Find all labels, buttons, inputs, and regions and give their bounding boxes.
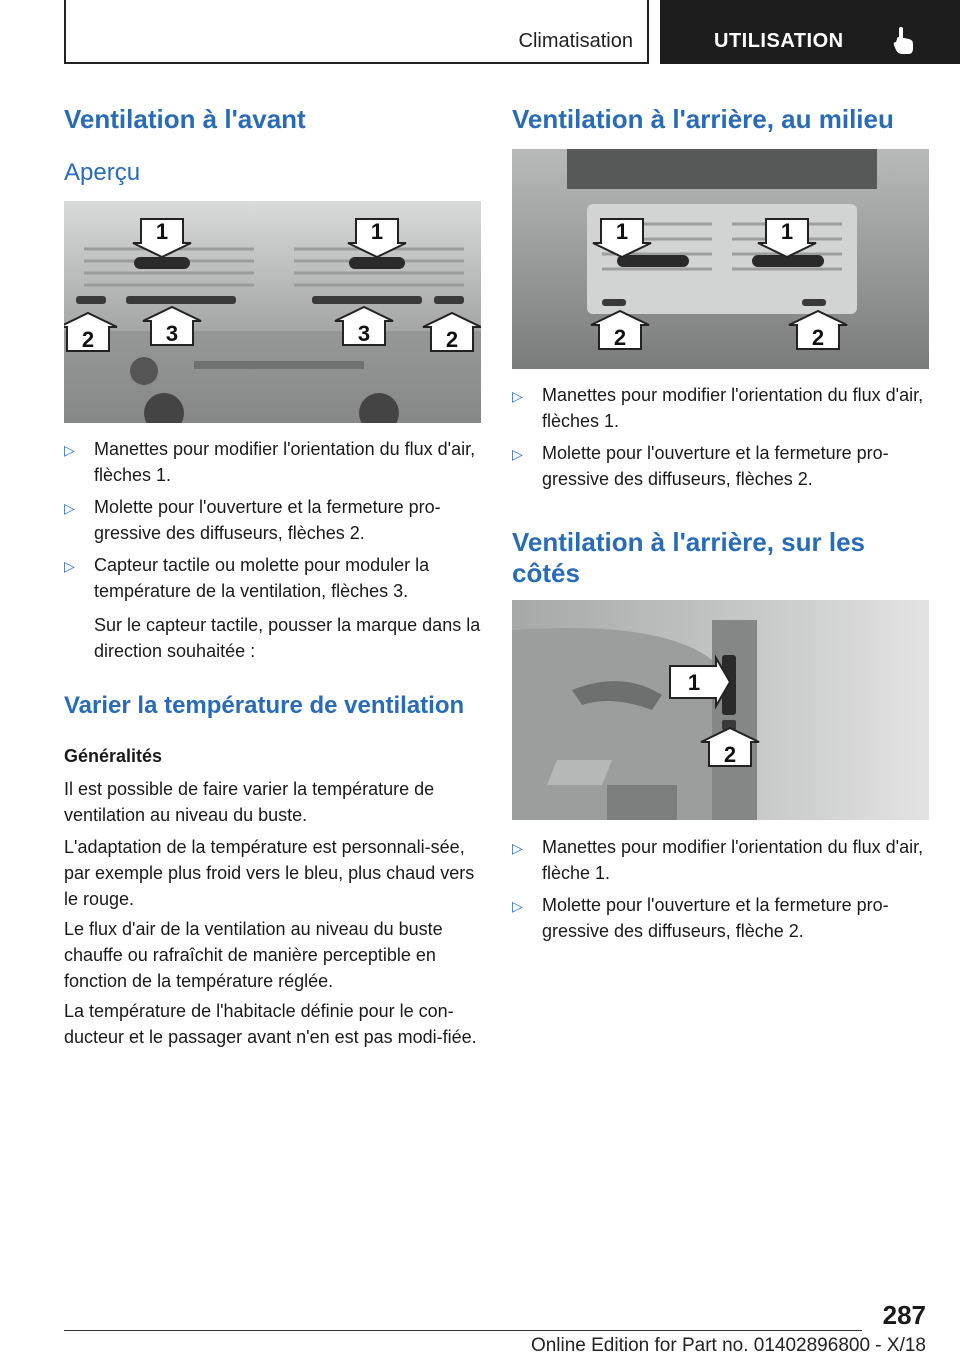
header-chapter-title: UTILISATION xyxy=(714,30,844,52)
callout-label: 3 xyxy=(165,321,179,346)
triangle-bullet-icon: ▷ xyxy=(512,898,523,914)
callout-arrow-1 xyxy=(670,658,730,706)
triangle-bullet-icon: ▷ xyxy=(64,500,75,516)
rear-middle-list xyxy=(512,382,930,498)
front-vents-list xyxy=(64,436,482,670)
callout-label: 1 xyxy=(155,219,169,244)
footer-edition: Online Edition for Part no. 01402896800 - X/18 xyxy=(530,1335,926,1356)
footer-divider xyxy=(64,1330,862,1331)
pointing-hand-icon xyxy=(893,27,915,55)
rear-side-vents-figure xyxy=(512,600,929,820)
list-item: ▷ Molette pour l'ouverture et la fermeture pro-gressive des diffuseurs, flèche 2. xyxy=(512,895,889,941)
section-title-front-ventilation: Ventilation à l'avant xyxy=(64,104,306,134)
bullet-note: Sur le capteur tactile, pousser la marque dans la direction souhaitée : xyxy=(94,615,481,661)
paragraph: L'adaptation de la température est personnali-sée, par exemple plus froid vers le bleu, plus chaud vers le rouge. xyxy=(64,837,475,909)
list-item: ▷ Capteur tactile ou molette pour moduler la température de la ventilation, flèches 3. Sur le capteur tactile, pousser la marque dans la direction souhaitée : xyxy=(64,552,482,664)
paragraph: Il est possible de faire varier la température de ventilation au niveau du buste. xyxy=(64,779,435,825)
callout-label: 1 xyxy=(687,670,701,695)
callout-label: 1 xyxy=(615,219,629,244)
section-title-temperature: Varier la température de ventilation xyxy=(64,692,465,719)
triangle-bullet-icon: ▷ xyxy=(512,446,523,462)
list-item: ▷ Manettes pour modifier l'orientation du flux d'air, flèches 1. xyxy=(512,385,924,431)
triangle-bullet-icon: ▷ xyxy=(512,840,523,856)
paragraph: La température de l'habitacle définie pour le con-ducteur et le passager avant n'en est pas modi-fiée. xyxy=(64,1001,477,1047)
callout-label: 2 xyxy=(723,742,737,767)
header-chapter-box xyxy=(660,0,960,64)
list-item: ▷ Molette pour l'ouverture et la fermeture pro-gressive des diffuseurs, flèches 2. xyxy=(64,497,441,543)
callout-label: 2 xyxy=(445,327,459,352)
triangle-bullet-icon: ▷ xyxy=(64,442,75,458)
page-number: 287 xyxy=(882,1300,926,1330)
callout-label: 1 xyxy=(370,219,384,244)
general-heading: Généralités xyxy=(64,746,163,766)
section-title-rear-sides: Ventilation à l'arrière, sur les côtés xyxy=(512,527,866,588)
callout-label: 1 xyxy=(780,219,794,244)
front-vents-figure xyxy=(64,201,481,423)
triangle-bullet-icon: ▷ xyxy=(64,558,75,574)
subsection-title-overview: Aperçu xyxy=(64,159,141,186)
list-item: ▷ Manettes pour modifier l'orientation du flux d'air, flèches 1. xyxy=(64,439,476,485)
triangle-bullet-icon: ▷ xyxy=(512,388,523,404)
paragraph: Le flux d'air de la ventilation au niveau du buste chauffe ou rafraîchit de manière perceptible en fonction de la température réglée. xyxy=(64,919,443,991)
callout-label: 3 xyxy=(357,321,371,346)
section-title-rear-middle: Ventilation à l'arrière, au milieu xyxy=(512,104,894,134)
list-item: ▷ Molette pour l'ouverture et la fermeture pro-gressive des diffuseurs, flèches 2. xyxy=(512,443,889,489)
header-section-title: Climatisation xyxy=(518,30,633,52)
callout-label: 2 xyxy=(811,325,825,350)
callout-label: 2 xyxy=(613,325,627,350)
header-section-box xyxy=(64,0,649,64)
rear-side-list xyxy=(512,834,930,950)
list-item: ▷ Manettes pour modifier l'orientation du flux d'air, flèche 1. xyxy=(512,837,924,883)
rear-middle-vents-figure xyxy=(512,149,929,369)
callout-label: 2 xyxy=(81,327,95,352)
